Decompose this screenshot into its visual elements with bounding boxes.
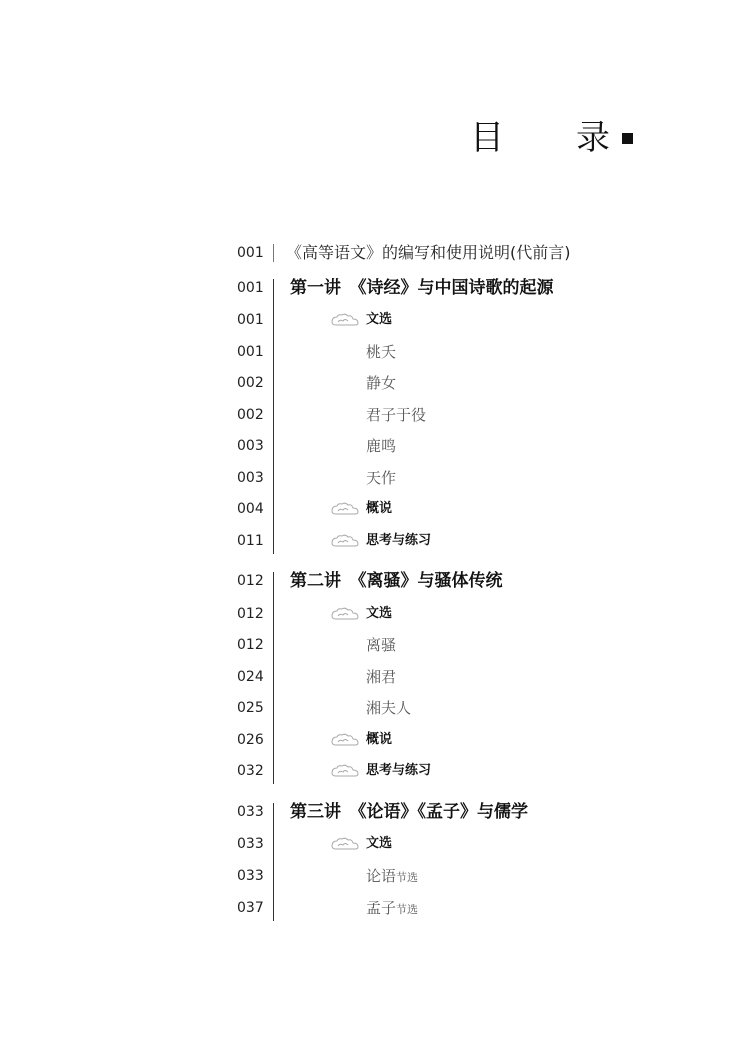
entry-label: 鹿鸣 <box>366 437 397 455</box>
preface-page-number: 001 <box>237 245 264 261</box>
item-page-number: 024 <box>237 669 264 685</box>
toc-entry[interactable] <box>366 897 418 921</box>
cloud-ornament-icon <box>330 502 360 516</box>
cloud-ornament-icon <box>330 733 360 747</box>
chapter-page-number: 001 <box>237 280 264 296</box>
item-page-number: 032 <box>237 763 264 779</box>
item-page-number: 025 <box>237 700 264 716</box>
entry-note: 节选 <box>396 903 419 916</box>
toc-entry[interactable] <box>366 341 396 363</box>
entry-label: 孟子 <box>366 899 397 917</box>
section-label: 文选 <box>366 606 393 621</box>
title-char-2: 录 <box>576 118 610 158</box>
entry-label: 湘夫人 <box>366 699 412 717</box>
preface-title[interactable]: 《高等语文》的编写和使用说明(代前言) <box>286 243 571 262</box>
entry-label: 静女 <box>366 374 397 392</box>
item-page-number: 003 <box>237 470 264 486</box>
cloud-ornament-icon <box>330 607 360 621</box>
toc-entry[interactable] <box>366 634 396 656</box>
cloud-ornament-icon <box>330 313 360 327</box>
item-page-number: 012 <box>237 637 264 653</box>
chapter-divider <box>273 279 274 554</box>
entry-label: 君子于役 <box>366 406 427 424</box>
entry-label: 桃夭 <box>366 343 397 361</box>
cloud-ornament-icon <box>330 534 360 548</box>
section-label: 概说 <box>366 501 393 516</box>
item-page-number: 011 <box>237 533 264 549</box>
item-page-number: 001 <box>237 312 264 328</box>
entry-label: 离骚 <box>366 636 397 654</box>
chapter-title[interactable]: 第一讲 《诗经》与中国诗歌的起源 <box>290 278 554 298</box>
toc-entry[interactable] <box>366 467 396 489</box>
chapter-divider <box>273 803 274 921</box>
section-label: 思考与练习 <box>366 763 432 778</box>
title-char-1: 目 <box>470 118 504 158</box>
item-page-number: 037 <box>237 900 264 916</box>
toc-entry[interactable] <box>366 372 396 394</box>
section-label: 概说 <box>366 732 393 747</box>
section-label: 文选 <box>366 312 393 327</box>
cloud-ornament-icon <box>330 764 360 778</box>
toc-entry[interactable] <box>366 435 396 457</box>
chapter-page-number: 012 <box>237 573 264 589</box>
item-page-number: 004 <box>237 501 264 517</box>
item-page-number: 033 <box>237 868 264 884</box>
entry-label: 天作 <box>366 469 397 487</box>
item-page-number: 002 <box>237 407 264 423</box>
item-page-number: 026 <box>237 732 264 748</box>
chapter-title[interactable]: 第二讲 《离骚》与骚体传统 <box>290 571 503 591</box>
preface-divider <box>273 244 274 262</box>
section-label: 文选 <box>366 836 393 851</box>
entry-note: 节选 <box>396 871 419 884</box>
item-page-number: 033 <box>237 836 264 852</box>
section-label: 思考与练习 <box>366 533 432 548</box>
item-page-number: 002 <box>237 375 264 391</box>
item-page-number: 012 <box>237 606 264 622</box>
cloud-ornament-icon <box>330 837 360 851</box>
toc-entry[interactable] <box>366 404 426 426</box>
chapter-divider <box>273 572 274 784</box>
chapter-page-number: 033 <box>237 804 264 820</box>
item-page-number: 001 <box>237 344 264 360</box>
entry-label: 湘君 <box>366 668 397 686</box>
chapter-title[interactable]: 第三讲 《论语》《孟子》与儒学 <box>290 802 528 822</box>
item-page-number: 003 <box>237 438 264 454</box>
toc-entry[interactable] <box>366 666 396 688</box>
toc-entry[interactable] <box>366 865 418 889</box>
toc-entry[interactable] <box>366 697 411 719</box>
entry-label: 论语 <box>366 867 397 885</box>
